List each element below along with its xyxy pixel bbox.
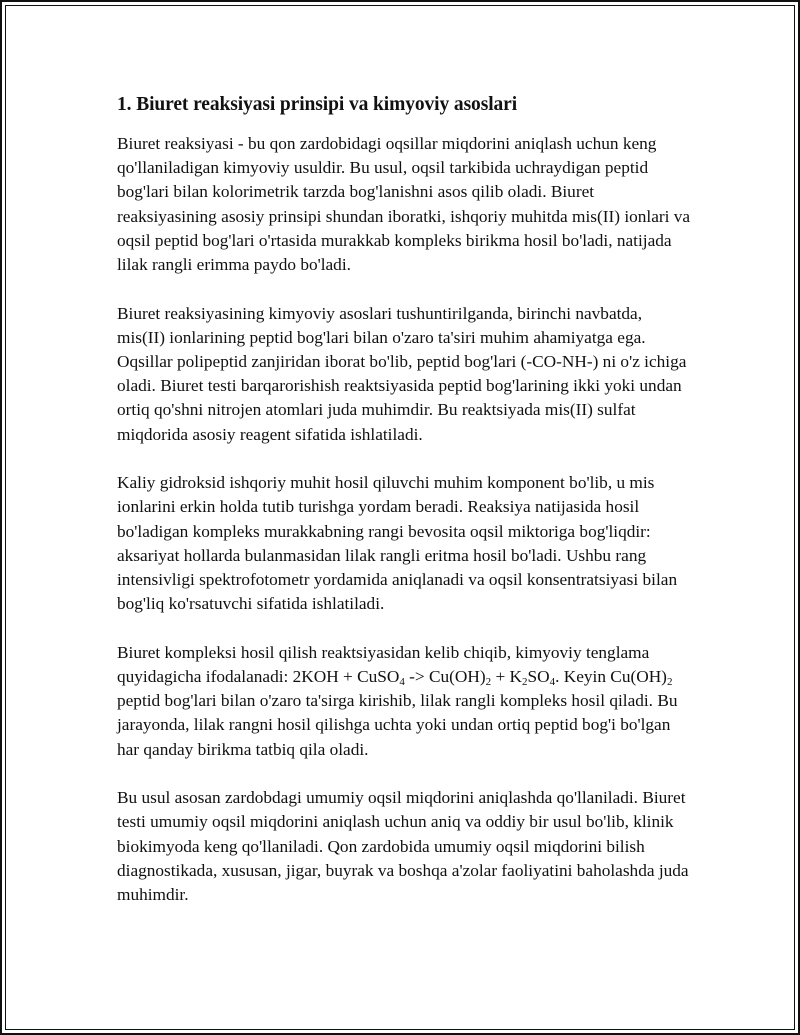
paragraph-1: Biuret reaksiyasi - bu qon zardobidagi oqsillar miqdorini aniqlash uchun keng qo'llaniladigan kimyoviy usuldir. Bu usul, oqsil tarkibida uchraydigan peptid bog'lari bilan kolorimetrik tarzda bog'lanishni asos qilib oladi. Biuret reaksiyasining asosiy prinsipi shundan iboratki, ishqoriy muhitda mis(II) ionlari va oqsil peptid bog'lari o'rtasida murakkab kompleks birikma hosil bo'ladi, natijada lilak rangli erimma paydo bo'ladi. <box>117 134 691 275</box>
equation-text: -> Cu(OH) <box>404 667 486 687</box>
subscript: 4 <box>399 676 405 689</box>
subscript: 2 <box>485 676 492 689</box>
document-body <box>117 92 692 932</box>
equation-text: + K <box>491 667 523 687</box>
subscript: 4 <box>549 676 556 689</box>
paragraph-2: Biuret reaksiyasining kimyoviy asoslari tushuntirilganda, birinchi navbatda, mis(II) ionlarining peptid bog'lari bilan o'zaro ta'siri muhim ahamiyatga ega. Oqsillar polipeptid zanjiridan iborat bo'lib, peptid bog'lari (-CO-NH-) ni o'z ichiga oladi. Biuret testi barqarorishish reaktsiyasida peptid bog'larining ikki yoki undan ortiq qo'shni nitrojen atomlari juda muhimdir. Bu reaktsiyada mis(II) sulfat miqdorida asosiy reagent sifatida ishlatiladi. <box>117 303 687 444</box>
equation-text: Biuret kompleksi hosil qilish reaktsiyasidan kelib chiqib, kimyoviy tenglama quyidagicha ifodalanadi: 2KOH + CuSO <box>117 642 650 687</box>
paragraph-5: Bu usul asosan zardobdagi umumiy oqsil miqdorini aniqlashda qo'llaniladi. Biuret testi umumiy oqsil miqdorini aniqlash uchun aniq va oddiy bir usul bo'lib, klinik biokimyoda keng qo'llaniladi. Qon zardobida umumiy oqsil miqdorini bilish diagnostikada, xususan, jigar, buyrak va boshqa a'zolar faoliyatini baholashda juda muhimdir. <box>117 788 689 905</box>
paragraph-4-equation <box>117 641 692 762</box>
paragraph-3: Kaliy gidroksid ishqoriy muhit hosil qiluvchi muhim komponent bo'lib, u mis ionlarini erkin holda tutib turishga yordam beradi. Reaksiya natijasida hosil bo'ladigan kompleks murakkabning rangi bevosita oqsil miktoriga bog'liqdir: aksariyat hollarda bulanmasidan lilak rangli eritma hosil bo'ladi. Ushbu rang intensivligi spektrofotometr yordamida aniqlanadi va oqsil konsentratsiyasi bilan bog'liq ko'rsatuvchi sifatida ishlatiladi. <box>117 473 678 614</box>
equation-text: . Keyin Cu(OH) <box>555 667 667 687</box>
equation-text: SO <box>527 667 550 687</box>
section-heading: 1. Biuret reaksiyasi prinsipi va kimyoviy asoslari <box>117 94 518 115</box>
paragraph-text: peptid bog'lari bilan o'zaro ta'sirga kirishib, lilak rangli kompleks hosil qiladi. Bu jarayonda, lilak rangni hosil qilishga uchta yoki undan ortiq peptid bog'i bo'lgan har qanday birikma tatbiq qila oladi. <box>117 691 678 759</box>
subscript: 2 <box>666 676 673 689</box>
subscript: 2 <box>522 676 528 689</box>
